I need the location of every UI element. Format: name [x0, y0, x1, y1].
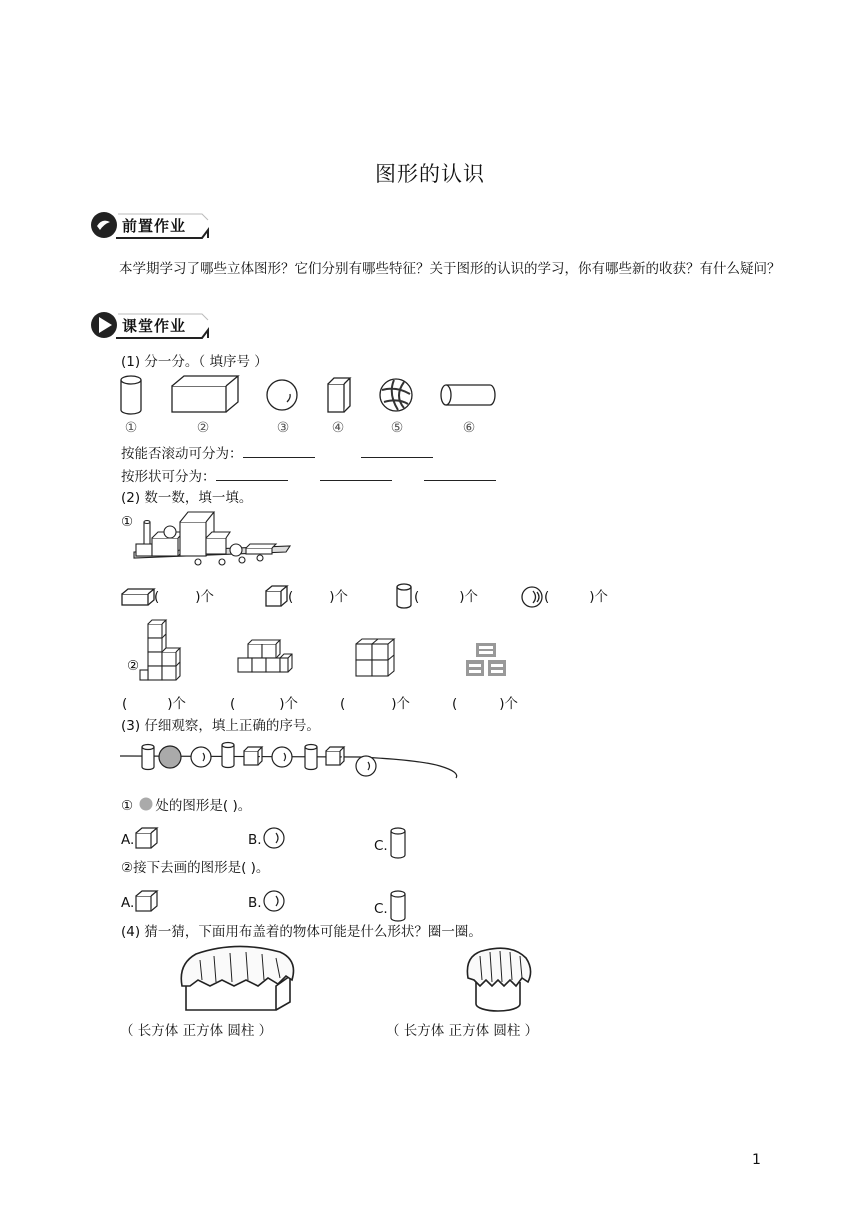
tall-cuboid-icon [328, 378, 350, 412]
cube-stack-3 [354, 636, 400, 680]
q4-choices-1[interactable]: （ 长方体 正方体 圆柱 ） [120, 1023, 273, 1039]
covered-cylinder-figure [464, 946, 534, 1014]
shape-number-6: ⑥ [462, 420, 476, 436]
q4-heading: (4) 猜一猜，下面用布盖着的物体可能是什么形状？圈一圈。 [121, 924, 482, 940]
section-banner-pre [90, 210, 210, 240]
cube-icon [134, 889, 160, 913]
q3-2-option-a[interactable]: A. [121, 889, 160, 913]
q2-heading: (2) 数一数，填一填。 [121, 490, 253, 506]
sphere-icon [267, 380, 297, 410]
section-label-class: 课堂作业 [122, 317, 187, 335]
stack-count-1: ( )个 [122, 696, 187, 712]
section-banner-class [90, 310, 210, 340]
stack-count-4: ( )个 [452, 696, 519, 712]
train-figure [130, 508, 296, 570]
cylinder-icon [388, 889, 408, 923]
cube-stack-1 [138, 618, 188, 684]
shape-blank-3[interactable] [424, 466, 496, 481]
q3-1-option-b[interactable]: B. [248, 826, 286, 850]
shape-number-1: ① [124, 420, 138, 436]
q2-sub1: ① [121, 514, 134, 530]
cube-count-icon [264, 584, 290, 608]
shape-number-4: ④ [331, 420, 345, 436]
cylinder-count: ( )个 [414, 589, 479, 605]
cube-stack-4 [464, 640, 510, 680]
roll-blank-1[interactable] [243, 443, 315, 458]
q3-sub1: ① 处的图形是( )。 [121, 798, 252, 814]
stack-count-2: ( )个 [230, 696, 299, 712]
roll-label: 按能否滚动可分为： [121, 446, 243, 462]
q1-shape-line [121, 466, 496, 487]
q3-2-option-c[interactable]: C. [374, 889, 408, 923]
q3-heading: (3) 仔细观察，填上正确的序号。 [121, 718, 320, 734]
q1-roll-line [121, 443, 433, 464]
covered-box-figure [176, 944, 300, 1016]
lying-cylinder-icon [441, 385, 495, 405]
cube-count: ( )个 [288, 589, 349, 605]
section-label-pre: 前置作业 [122, 217, 187, 235]
ball-icon [380, 379, 412, 411]
cylinder-count-icon [394, 582, 414, 610]
cuboid-count-icon [120, 586, 156, 608]
q3-1-option-a[interactable]: A. [121, 826, 160, 850]
sphere-count-icon [520, 585, 544, 609]
page-number: 1 [752, 1152, 761, 1168]
sphere-count: ( )个 [544, 589, 609, 605]
q3-2-option-b[interactable]: B. [248, 889, 286, 913]
q1-heading: (1) 分一分。（ 填序号 ） [121, 354, 268, 370]
shape-number-5: ⑤ [390, 420, 404, 436]
sphere-icon [262, 889, 286, 913]
shape-number-3: ③ [276, 420, 290, 436]
q3-1-option-c[interactable]: C. [374, 826, 408, 860]
roll-blank-2[interactable] [361, 443, 433, 458]
cuboid-count: ( )个 [154, 589, 215, 605]
page-title: 图形的认识 [375, 162, 485, 186]
sphere-icon [262, 826, 286, 850]
cube-stack-2 [236, 636, 296, 680]
cylinder-icon [121, 376, 141, 414]
shape-blank-1[interactable] [216, 466, 288, 481]
q3-sub2: ②接下去画的图形是( )。 [121, 860, 270, 876]
q4-choices-2[interactable]: （ 长方体 正方体 圆柱 ） [386, 1023, 539, 1039]
bead-string-figure [120, 738, 465, 784]
gray-ball-icon [139, 797, 153, 811]
shape-blank-2[interactable] [320, 466, 392, 481]
stack-count-3: ( )个 [340, 696, 411, 712]
cube-icon [134, 826, 160, 850]
q2-sub2: ② [127, 658, 140, 674]
q1-shapes [110, 372, 510, 420]
shape-number-2: ② [196, 420, 210, 436]
cylinder-icon [388, 826, 408, 860]
intro-paragraph: 本学期学习了哪些立体图形？它们分别有哪些特征？关于图形的认识的学习，你有哪些新的收获？有什么疑问？ [119, 261, 781, 277]
cuboid-icon [172, 376, 238, 412]
shape-label: 按形状可分为： [121, 469, 216, 485]
